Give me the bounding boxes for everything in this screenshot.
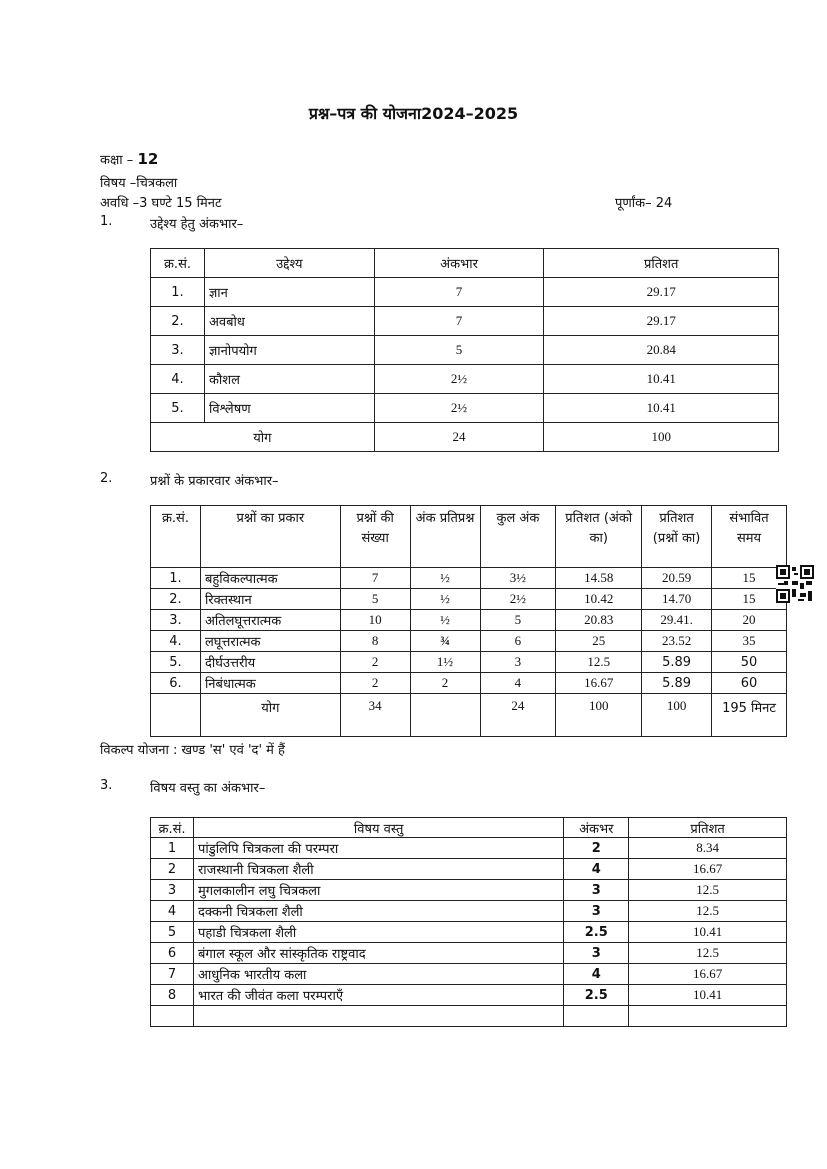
header-cell: प्रतिशत: [544, 249, 779, 278]
empty-cell: [564, 1006, 629, 1027]
cell-percent-marks: 10.42: [556, 589, 642, 610]
cell-serial: 2: [151, 859, 194, 880]
cell-topic: आधुनिक भारतीय कला: [193, 964, 563, 985]
empty-cell: [629, 1006, 787, 1027]
cell-marks: 7: [374, 307, 544, 336]
class-value: 12: [137, 150, 159, 168]
table-header-row: [151, 818, 787, 838]
cell-marks: 2: [564, 838, 629, 859]
table-row: [151, 610, 787, 631]
class-line: [100, 150, 158, 168]
total-percent: 100: [544, 423, 779, 452]
cell-serial: 7: [151, 964, 194, 985]
cell-percent: 10.41: [629, 922, 787, 943]
cell-total-marks: 2½: [480, 589, 556, 610]
cell-percent: 10.41: [544, 365, 779, 394]
total-time: 195 मिनट: [712, 694, 787, 737]
section1-number: 1.: [100, 214, 113, 229]
header-cell: प्रश्नों का प्रकार: [200, 506, 340, 568]
table-row: [151, 394, 779, 423]
cell-percent: 16.67: [629, 859, 787, 880]
cell-topic: पहाडी चित्रकला शैली: [193, 922, 563, 943]
table-row: [151, 838, 787, 859]
cell-serial: 1.: [151, 278, 205, 307]
cell-marks: 4: [564, 859, 629, 880]
cell-marks-each: ¾: [410, 631, 480, 652]
table-row: [151, 964, 787, 985]
cell-percent-questions: 5.89: [642, 673, 712, 694]
header-cell: प्रतिशत (प्रश्नों का): [642, 506, 712, 568]
cell-percent-questions: 23.52: [642, 631, 712, 652]
cell-serial: 6.: [151, 673, 201, 694]
cell-time: 60: [712, 673, 787, 694]
table-row: [151, 278, 779, 307]
content-table: [150, 817, 787, 1027]
header-cell: कुल अंक: [480, 506, 556, 568]
cell-type: अतिलघूत्तरात्मक: [200, 610, 340, 631]
cell-marks: 3: [564, 880, 629, 901]
cell-percent-marks: 20.83: [556, 610, 642, 631]
table-row: [151, 336, 779, 365]
cell-serial: 2.: [151, 307, 205, 336]
cell-type: रिक्तस्थान: [200, 589, 340, 610]
cell-percent: 12.5: [629, 943, 787, 964]
subject-line: विषय –चित्रकला: [100, 176, 178, 191]
section3-number: 3.: [100, 778, 113, 793]
header-cell: क्र.सं.: [151, 249, 205, 278]
cell-total-marks: 3½: [480, 568, 556, 589]
cell-topic: दक्कनी चित्रकला शैली: [193, 901, 563, 922]
cell-topic: पांडुलिपि चित्रकला की परम्परा: [193, 838, 563, 859]
cell-objective: कौशल: [204, 365, 374, 394]
cell-objective: विश्लेषण: [204, 394, 374, 423]
total-percent-marks: 100: [556, 694, 642, 737]
cell-percent: 29.17: [544, 278, 779, 307]
cell-percent: 20.84: [544, 336, 779, 365]
cell-percent: 12.5: [629, 901, 787, 922]
header-cell: संभावित समय: [712, 506, 787, 568]
cell-count: 10: [340, 610, 410, 631]
cell-marks-each: ½: [410, 610, 480, 631]
cell-percent: 10.41: [544, 394, 779, 423]
total-label: योग: [200, 694, 340, 737]
table-row: [151, 307, 779, 336]
cell-marks: 2.5: [564, 922, 629, 943]
table-header-row: [151, 249, 779, 278]
cell-topic: मुगलकालीन लघु चित्रकला: [193, 880, 563, 901]
total-marks: 24: [480, 694, 556, 737]
cell-topic: भारत की जीवंत कला परम्पराएँ: [193, 985, 563, 1006]
table-row: [151, 943, 787, 964]
cell-topic: बंगाल स्कूल और सांस्कृतिक राष्ट्रवाद: [193, 943, 563, 964]
question-type-table: [150, 505, 787, 737]
cell-total-marks: 3: [480, 652, 556, 673]
cell-serial: 1.: [151, 568, 201, 589]
objective-table: [150, 248, 779, 452]
cell-marks: 5: [374, 336, 544, 365]
cell-time: 20: [712, 610, 787, 631]
cell-total-marks: 4: [480, 673, 556, 694]
qr-code-icon: [776, 565, 814, 603]
table-row: [151, 985, 787, 1006]
table-row: [151, 568, 787, 589]
cell-serial: 8: [151, 985, 194, 1006]
cell-marks: 4: [564, 964, 629, 985]
option-note: विकल्प योजना : खण्ड 'स' एवं 'द' में हैं: [100, 743, 285, 758]
cell-serial: 4: [151, 901, 194, 922]
cell-time: 15: [712, 568, 787, 589]
header-cell: क्र.सं.: [151, 506, 201, 568]
cell-percent: 29.17: [544, 307, 779, 336]
cell-count: 5: [340, 589, 410, 610]
cell-total-marks: 5: [480, 610, 556, 631]
cell-objective: ज्ञान: [204, 278, 374, 307]
cell-percent-questions: 29.41.: [642, 610, 712, 631]
table-row: [151, 901, 787, 922]
total-count: 34: [340, 694, 410, 737]
section2-number: 2.: [100, 471, 113, 486]
section1-heading: उद्देश्य हेतु अंकभार–: [150, 217, 244, 232]
cell-total-marks: 6: [480, 631, 556, 652]
cell-marks: 2½: [374, 365, 544, 394]
cell-serial: 5.: [151, 652, 201, 673]
section2-heading: प्रश्नों के प्रकारवार अंकभार–: [150, 474, 279, 489]
cell-percent-marks: 12.5: [556, 652, 642, 673]
cell-type: दीर्घउत्तरीय: [200, 652, 340, 673]
empty-cell: [151, 1006, 194, 1027]
cell-percent-questions: 14.70: [642, 589, 712, 610]
section3-heading: विषय वस्तु का अंकभार–: [150, 781, 266, 796]
cell-serial: 2.: [151, 589, 201, 610]
cell-percent-marks: 14.58: [556, 568, 642, 589]
header-cell: अंकभार: [374, 249, 544, 278]
total-percent-questions: 100: [642, 694, 712, 737]
table-row: [151, 631, 787, 652]
cell-percent-questions: 5.89: [642, 652, 712, 673]
cell-time: 35: [712, 631, 787, 652]
cell-serial: 1: [151, 838, 194, 859]
total-label: योग: [151, 423, 375, 452]
cell-count: 7: [340, 568, 410, 589]
page-title: प्रश्न–पत्र की योजना2024–2025: [308, 104, 519, 123]
header-cell: उद्देश्य: [204, 249, 374, 278]
cell-serial: 3.: [151, 610, 201, 631]
cell-percent: 12.5: [629, 880, 787, 901]
cell-marks-each: 1½: [410, 652, 480, 673]
cell-count: 8: [340, 631, 410, 652]
cell-marks: 3: [564, 901, 629, 922]
cell-marks-each: ½: [410, 568, 480, 589]
table-total-row: [151, 423, 779, 452]
cell-serial: 3: [151, 880, 194, 901]
header-cell: प्रतिशत: [629, 818, 787, 838]
duration-line: अवधि –3 घण्टे 15 मिनट: [100, 196, 222, 211]
cell-marks-each: ½: [410, 589, 480, 610]
cell-serial: 3.: [151, 336, 205, 365]
table-row: [151, 922, 787, 943]
header-cell: प्रतिशत (अंको का): [556, 506, 642, 568]
table-row: [151, 673, 787, 694]
cell-topic: राजस्थानी चित्रकला शैली: [193, 859, 563, 880]
header-cell: अंक प्रतिप्रश्न: [410, 506, 480, 568]
class-label: कक्षा –: [100, 153, 138, 168]
cell-marks: 7: [374, 278, 544, 307]
cell-objective: ज्ञानोपयोग: [204, 336, 374, 365]
table-row: [151, 880, 787, 901]
total-marks-each: [410, 694, 480, 737]
cell-type: निबंधात्मक: [200, 673, 340, 694]
cell-percent: 16.67: [629, 964, 787, 985]
empty-cell: [193, 1006, 563, 1027]
cell-count: 2: [340, 673, 410, 694]
cell-serial: 6: [151, 943, 194, 964]
table-header-row: [151, 506, 787, 568]
table-empty-row: [151, 1006, 787, 1027]
header-cell: क्र.सं.: [151, 818, 194, 838]
cell-marks: 3: [564, 943, 629, 964]
table-row: [151, 589, 787, 610]
cell-objective: अवबोध: [204, 307, 374, 336]
cell-marks: 2.5: [564, 985, 629, 1006]
cell-time: 50: [712, 652, 787, 673]
total-empty-cell: [151, 694, 201, 737]
table-total-row: [151, 694, 787, 737]
table-row: [151, 652, 787, 673]
table-row: [151, 365, 779, 394]
total-marks: 24: [374, 423, 544, 452]
table-row: [151, 859, 787, 880]
cell-percent-marks: 25: [556, 631, 642, 652]
cell-serial: 5.: [151, 394, 205, 423]
cell-percent: 8.34: [629, 838, 787, 859]
cell-percent: 10.41: [629, 985, 787, 1006]
cell-count: 2: [340, 652, 410, 673]
cell-marks-each: 2: [410, 673, 480, 694]
header-cell: विषय वस्तु: [193, 818, 563, 838]
cell-marks: 2½: [374, 394, 544, 423]
cell-serial: 5: [151, 922, 194, 943]
cell-percent-questions: 20.59: [642, 568, 712, 589]
cell-type: लघूत्तरात्मक: [200, 631, 340, 652]
cell-serial: 4.: [151, 365, 205, 394]
cell-percent-marks: 16.67: [556, 673, 642, 694]
cell-time: 15: [712, 589, 787, 610]
cell-type: बहुविकल्पात्मक: [200, 568, 340, 589]
full-marks: पूर्णांक– 24: [615, 196, 673, 211]
header-cell: प्रश्नों की संख्या: [340, 506, 410, 568]
header-cell: अंकभर: [564, 818, 629, 838]
cell-serial: 4.: [151, 631, 201, 652]
